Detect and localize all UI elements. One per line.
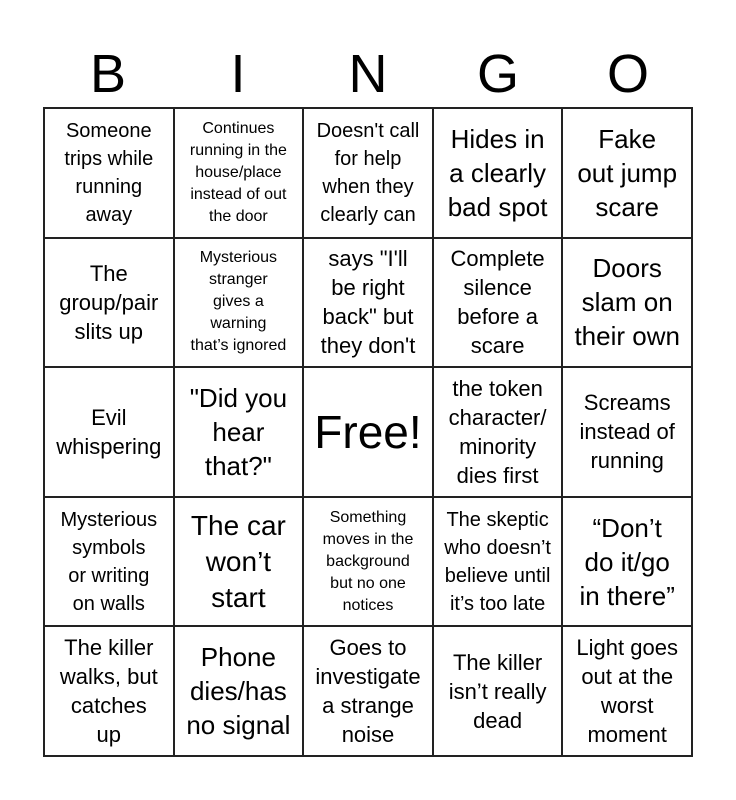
cell-text: Mysterious symbols or writing on walls (60, 508, 158, 615)
header-letter-o: O (606, 44, 649, 104)
cell-text: Goes to investigate a strange noise (315, 635, 421, 748)
bingo-cell[interactable] (303, 238, 433, 368)
bingo-cell[interactable] (562, 497, 692, 627)
cell-text: Doors slam on their own (574, 253, 680, 352)
bingo-cell[interactable] (433, 497, 563, 627)
cell-text: Someone trips while running away (64, 119, 154, 226)
bingo-cell[interactable] (174, 497, 304, 627)
cell-text: The skeptic who doesn’t believe until it’s too late (444, 508, 551, 615)
cell-text: Evil whispering (56, 404, 162, 459)
bingo-cell[interactable] (44, 238, 174, 368)
bingo-cell[interactable] (174, 108, 304, 238)
bingo-cell[interactable] (433, 238, 563, 368)
bingo-cell[interactable] (44, 367, 174, 497)
bingo-cell[interactable] (174, 367, 304, 497)
cell-text: Something moves in the background but no one notices (322, 508, 414, 614)
header-letter-g: G (476, 44, 519, 104)
bingo-cell[interactable] (562, 626, 692, 756)
cell-text: Complete silence before a scare (450, 246, 545, 359)
cell-text: “Don’t do it/go in there” (579, 512, 675, 611)
cell-text: Light goes out at the worst moment (576, 635, 678, 748)
bingo-cell[interactable] (433, 367, 563, 497)
header-letter-b: B (89, 44, 127, 104)
cell-text: The killer isn’t really dead (448, 649, 547, 733)
header-letter-i: I (230, 44, 246, 104)
bingo-cell[interactable] (562, 367, 692, 497)
cell-text: The car won’t start (190, 509, 286, 613)
cell-text: "Did you hear that?" (189, 382, 288, 481)
cell-text: The killer walks, but catches up (59, 635, 158, 748)
bingo-cell[interactable] (174, 626, 304, 756)
header-letter-n: N (348, 44, 388, 104)
bingo-cell[interactable] (562, 108, 692, 238)
bingo-cell[interactable] (562, 238, 692, 368)
cell-text: Phone dies/has no signal (186, 642, 291, 741)
free-space-text: Free! (314, 405, 422, 458)
cell-text: Mysterious stranger gives a warning that’s ignored (190, 249, 287, 355)
cell-text: Hides in a clearly bad spot (447, 123, 548, 222)
bingo-cell[interactable] (433, 626, 563, 756)
cell-text: Continues running in the house/place instead of out the door (189, 119, 287, 225)
bingo-cell[interactable] (433, 108, 563, 238)
bingo-board (43, 107, 693, 757)
bingo-cell[interactable] (44, 497, 174, 627)
cell-text: Doesn't call for help when they clearly can (316, 119, 420, 226)
cell-text: says "I'll be right back" but they don't (320, 246, 416, 359)
bingo-cell[interactable] (44, 626, 174, 756)
bingo-cell[interactable] (303, 108, 433, 238)
cell-text: the token character/ minority dies first (448, 375, 547, 488)
cell-text: Screams instead of running (579, 390, 675, 474)
bingo-cell[interactable] (303, 626, 433, 756)
cell-text: Fake out jump scare (577, 123, 678, 222)
free-space-cell[interactable] (303, 367, 433, 497)
bingo-header (43, 42, 693, 106)
bingo-cell[interactable] (174, 238, 304, 368)
cell-text: The group/pair slits up (59, 260, 159, 344)
bingo-cell[interactable] (44, 108, 174, 238)
bingo-cell[interactable] (303, 497, 433, 627)
